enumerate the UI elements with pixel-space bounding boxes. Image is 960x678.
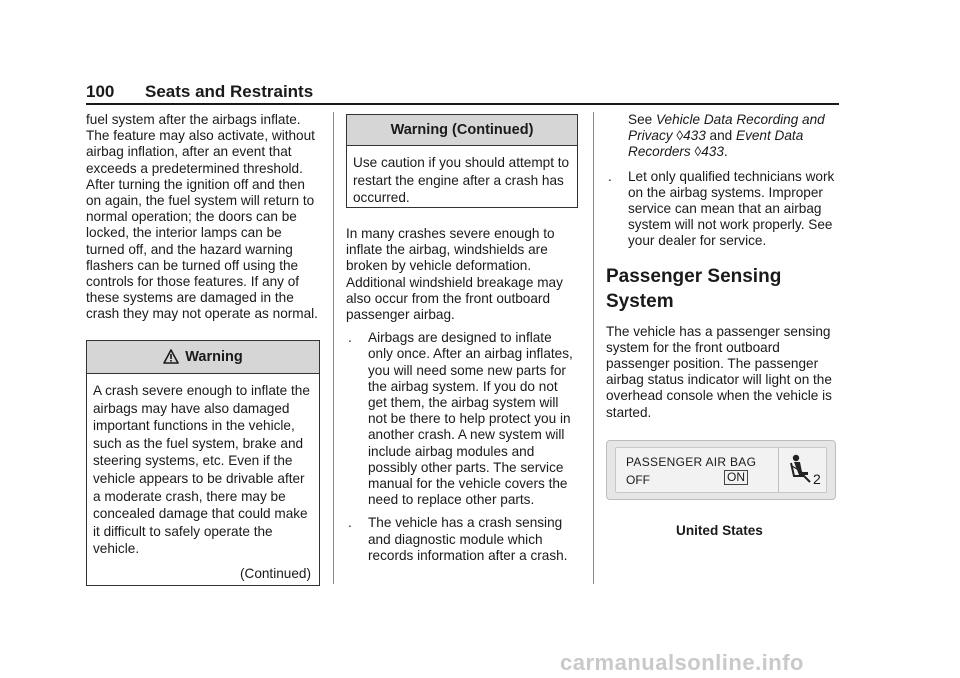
windshield-paragraph: In many crashes severe enough to inflate the airbag, windshields are broken by vehicle deformation. Additional windshield breakage may also occur from the front outboard passenger airbag. [346,226,563,323]
passenger-seat-icon [788,454,814,484]
reference-link[interactable]: Event Data Recorders [628,128,804,160]
section-title: Seats and Restraints [145,82,314,101]
warning-continued-body: Use caution if you should attempt to restart the engine after a crash has occurred. [353,155,570,206]
page-ref-icon: ◊ [676,128,684,144]
list-item [606,169,840,250]
indicator-label: PASSENGER AIR BAG [626,455,757,469]
bullet-text: The vehicle has a crash sensing and diagnostic module which records information after a crash. [368,515,568,563]
reference-page[interactable]: 433 [683,128,706,144]
see-reference: See Vehicle Data Recording and Privacy ◊433 and Event Data Recorders ◊433. [628,112,825,160]
seat-number: 2 [813,471,821,487]
bullet-mark: . [348,515,352,531]
warning-header [87,341,319,374]
airbag-status-indicator [606,440,836,500]
bullet-text: Airbags are designed to inflate only once. After an airbag inflates, you will need some new parts for the airbag system. If you do not get them, the airbag system will not be there to help protect you in another crash. A new system will include airbag modules and possibly other parts. The service manual for the vehicle covers the need to replace other parts. [368,330,573,508]
reference-link[interactable]: Vehicle Data Recording and Privacy [628,112,825,144]
column-divider-2 [593,112,594,584]
header-rule [86,103,839,105]
watermark: carmanualsonline.info [560,650,804,675]
list-item [346,515,580,564]
warning-box [86,340,320,586]
column-divider-1 [333,112,334,584]
bullet-text: Let only qualified technicians work on the airbag systems. Improper service can mean that an airbag system will not work properly. See your dealer for service. [628,168,835,249]
indicator-off: OFF [626,473,650,487]
warning-body: A crash severe enough to inflate the airbags may have also damaged important functions in the vehicle, such as the fuel system, brake and steering systems, etc. Even if the vehicle appears to be drivable after a moderate crash, there may be concealed damage that could make it difficult to safely operate the vehicle. [93,383,310,557]
bullet-mark: . [348,330,352,346]
page-ref-icon: ◊ [694,144,702,160]
intro-paragraph: fuel system after the airbags inflate. The feature may also activate, without airbag inflation, after an event that exceeds a predetermined threshold. After turning the ignition off and then on again, the fuel system will return to normal operation; the doors can be locked, the interior lamps can be turned off, and the hazard warning flashers can be turned off using the controls for those features. If any of these systems are damaged in the crash they may not operate as normal. [86,112,318,322]
warning-continued-header: Warning (Continued) [347,115,577,146]
bullet-mark: . [608,168,612,184]
column-3 [606,112,840,421]
list-item [346,330,580,508]
reference-page[interactable]: 433 [701,144,724,160]
warning-triangle-icon [163,349,179,365]
page-number: 100 [86,82,115,101]
figure-caption: United States [676,523,763,538]
column-2 [346,226,580,564]
column-1 [86,112,322,323]
section-heading: Passenger Sensing System [606,265,782,312]
warning-title: Warning [185,349,243,365]
warning-continued-box [346,114,578,208]
indicator-on: ON [724,470,748,485]
warning-continued: (Continued) [239,566,311,581]
sensing-paragraph: The vehicle has a passenger sensing system for the front outboard passenger position. The passenger airbag status indicator will light on the overhead console when the vehicle is started. [606,323,832,420]
